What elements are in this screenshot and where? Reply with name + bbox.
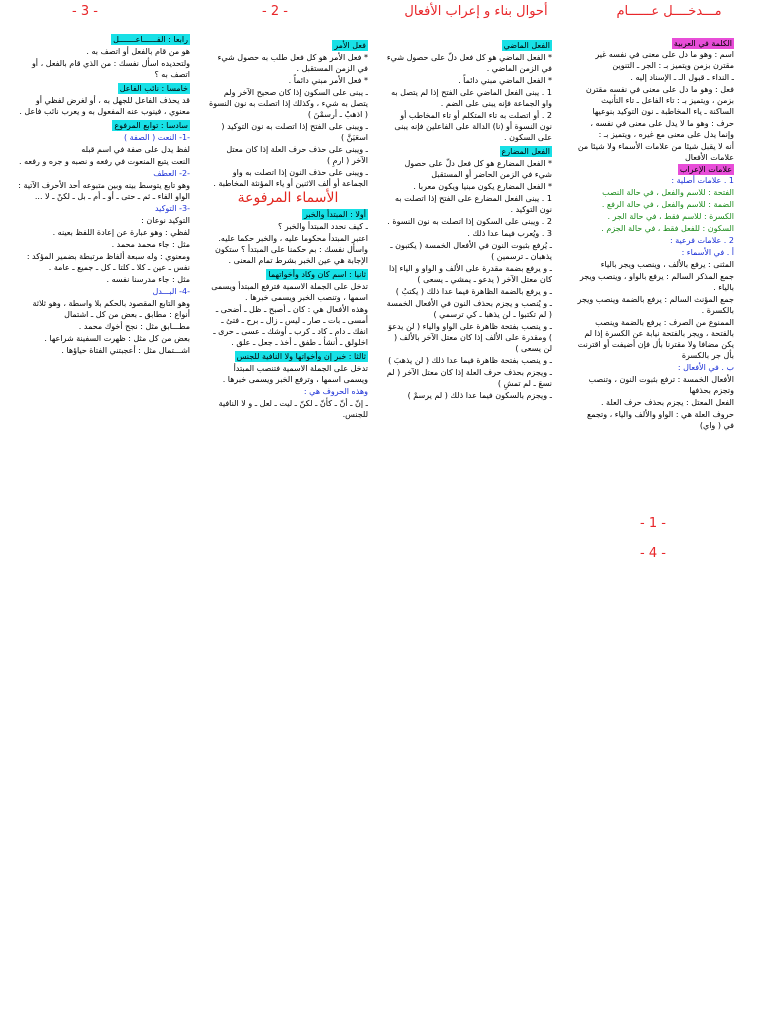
amr-line-4: ـ ويبنى على الفتح إذا اتصلت به نون التوكيد ( اسعَيَنَّ ) (221, 122, 368, 142)
mudari-line-7: ـ و يرفع بضمة مقدرة على الألف و الواو و الياء إذا كان معتل الآخر ( يدعو ـ يمشي ـ يسعى ) (388, 264, 552, 284)
tawkid-line-3: مثل : جاء محمد محمد . (111, 240, 190, 249)
sign-kasra: الكسرة : للاسم فقط ، في حالة الجر . (607, 212, 734, 221)
heading-naat: -1- النعت ( الصفة ) (123, 133, 190, 142)
heading-branch-signs: 2 . علامات فرعية : (669, 236, 734, 245)
sign-damma: الضمة : للاسم والفعل ، في حالة الرفع . (601, 200, 734, 209)
rule-jam-mudhakkar: جمع المذكر السالم : يرفع بالواو ، وينصب ويجر بالياء . (579, 272, 734, 292)
amr-line-2: * فعل الأمر مبني دائماً . (288, 76, 368, 85)
mudari-line-13: ـ ويجزم بالسكون فيما عدا ذلك ( لم يرسمْ ) (407, 391, 552, 400)
heading-tawkid: -3- التوكيد (154, 204, 190, 213)
page-number-3: - 3 - (72, 4, 98, 19)
def-verb: فعل : وهو ما دل على معنى في نفسه مقترن بزمن ، ويتميز بـ : تاء الفاعل ـ تاء التأنيث الساكنة ـ ياء المخاطبة ـ نون التوكيد بنوعيها (585, 85, 734, 116)
heading-amr: فعل الأمر (334, 41, 366, 50)
tawkid-line-5: مثل : جاء مدرسنا نفسه . (106, 275, 190, 284)
column-imperative-marfuat (208, 38, 368, 528)
heading-inna-la: ثالثا : خبر إن وأخواتها ولا النافية للجنس (236, 352, 366, 361)
madi-line-4: 2 . أو اتصلت به تاء المتكلم أو تاء المخاطب أو نون النسوة أو (نا) الدالة على الفاعلين فإنه يبنى على السكون . (394, 111, 552, 142)
badal-line-4: اشـــتمال مثل : أعجبتني الفتاة حياؤها . (61, 346, 190, 355)
heading-original-signs: 1 . علامات أصلية : (671, 176, 734, 185)
naat-line-1: لفظ يدل على صفة في اسم قبله (81, 145, 190, 154)
tawkid-line-1: التوكيد نوعان : (141, 216, 190, 225)
naat-line-2: النعت يتبع المنعوت في رفعه و نصبه و جره و رفعه . (18, 157, 190, 166)
mudari-line-9: ـ و يُنصب و يجزم بحذف النون في الأفعال الخمسة ( لم تكتبوا ـ لن يذهبا ـ كي ترسمي ) (386, 299, 552, 319)
heading-signs: علامات الإعراب (679, 165, 732, 174)
tawkid-line-4: ومعنوي : وله سبعة ألفاظ مرتبطة بضمير المؤكد : نفس ـ عين ـ كلا ـ كلتا ـ كل ـ جميع ـ عامة . (26, 252, 190, 272)
mudari-line-3: 1 . يبنى الفعل المضارع على الفتح إذا اتصلت به نون التوكيد . (395, 194, 552, 214)
amr-line-3: ـ يبنى على السكون إذا كان صحيح الآخر ولم يتصل به شيء ، وكذلك إذا اتصلت به نون النسوة ( اذهبْ ـ أرسمْنَ ) (209, 88, 368, 119)
def-particle-cont: أنه لا يقبل شيئا من علامات الأسماء ولا شيئا من علامات الأفعال (577, 142, 734, 162)
page-number-4: - 4 - (640, 546, 666, 561)
def-particle: حرف : وهو ما لا يدل على معنى في نفسه ، وإنما يدل على معنى مع غيره ، ويتميز بـ : (590, 119, 734, 139)
mubtada-line-1: ـ كيف نحدد المبتدأ والخبر ؟ (277, 222, 368, 231)
rule-mutal: الفعل المعتل : يجزم بحذف حرف العلة . (600, 398, 734, 407)
sign-sukun: السكون : للفعل فقط ، في حالة الجزم . (601, 224, 734, 233)
heading-naib: خامسا : نائب الفاعل (119, 84, 188, 93)
la-line-2: وهذه الحروف هي : (303, 387, 368, 396)
badal-line-1: وهو التابع المقصود بالحكم بلا واسطة ، وهو ثلاثة أنواع : مطابق ـ بعض من كل ـ اشتمال (32, 299, 190, 319)
fail-line-2: ولتحديده اسأل نفسك : من الذي قام بالفعل ، أو اتصف به ؟ (31, 59, 190, 79)
heading-word-in-arabic: الكلمة في العربية (673, 39, 732, 48)
amr-line-1: * فعل الأمر هو كل فعل طلب به حصول شيء في الزمن المستقبل . (217, 53, 368, 73)
heading-madi: الفعل الماضي (503, 41, 550, 50)
heading-in-verbs: ب . في الأفعال : (677, 363, 734, 372)
rule-af-khamsa: الأفعال الخمسة : ترفع بثبوت النون ، وتنصب وتجزم بحذفها (588, 375, 734, 395)
mudari-line-10: ـ و ينصب بفتحة ظاهرة على الواو والياء ( لن يدعوَ ) ومقدرة على الألف إذا كان معتل الآخر بالألف ( لن يسعى ) (388, 322, 552, 353)
badal-line-3: بعض من كل مثل : ظهرت السفينة شراعها . (44, 334, 190, 343)
title-marfuat: الأسماء المرفوعة (237, 190, 339, 206)
column-intro (574, 38, 734, 598)
mudari-line-2: * الفعل المضارع يكون مبنيا ويكون معربا . (413, 182, 552, 191)
heading-kana: ثانيا : اسم كان وكاد وأخواتهما (268, 270, 366, 279)
la-line-3: ـ إنّ ـ أنّ ـ كأنّ ـ لكنّ ـ ليت ـ لعل ـ و لا النافية للجنس. (218, 399, 368, 419)
sign-fatha: الفتحة : للاسم والفعل ، في حالة النصب (602, 188, 734, 197)
kana-line-2: وهذه الأفعال هي : كان ـ أصبح ـ ظل ـ أضحى ـ أمسى ـ بات ـ صار ـ ليس ـ زال ـ برح ـ فتئ ـ انفك ـ دام ـ كاد ـ كرب ـ أوشك ـ عسى ـ حرى ـ اخلولق ـ أنشأ ـ طفق ـ أخذ ـ جعل ـ علق . (213, 305, 368, 347)
heading-atf: -2- العطف (153, 169, 190, 178)
page-title-intro: مـــدخــــل عــــــام (616, 4, 722, 19)
rule-jam-muannath: جمع المؤنث السالم : يرفع بالضمة وينصب ويجر بالكسرة . (577, 295, 734, 315)
kana-line-1: تدخل على الجملة الاسمية فترفع المبتدأ ويسمى اسمها ، وتنصب الخبر ويسمى خبرها . (211, 282, 368, 302)
rule-mamnu: الممنوع من الصرف : يرفع بالضمة وينصب بالفتحة ، ويجر بالفتحة نيابة عن الكسرة إذا لم يكن مضافا ولا مقترنا بأل فإن أضيفت أو اقترنت بأل جر بالكسرة (577, 318, 734, 360)
mudari-line-4: 2 . ويبنى على السكون إذا اتصلت به نون النسوة . (387, 217, 552, 226)
madi-line-2: * الفعل الماضي مبني دائماً . (458, 76, 552, 85)
column-fail-tawabi (18, 32, 190, 492)
mudari-line-1: * الفعل المضارع هو كل فعل دلّ على حصول شيء في الزمن الحاضر أو المستقبل (404, 159, 552, 179)
tawkid-line-2: لفظي : وهو عبارة عن إعادة اللفظ بعينه . (52, 228, 190, 237)
heading-fail: رابعا : الفــــــاعـــــــل (113, 35, 188, 44)
naib-line-1: قد يحذف الفاعل للجهل به ، أو لغرض لفظي أو معنوي ، فينوب عنه المفعول به و يعرب نائب فاعل . (19, 96, 190, 116)
amr-line-6: ـ ويبنى على حذف النون إذا اتصلت به واو الجماعة أو ألف الاثنين أو ياء المؤنثة المخاطبة . (213, 168, 368, 188)
madi-line-1: * الفعل الماضي هو كل فعل دلّ على حصول شيء في الزمن الماضي . (386, 53, 552, 73)
heading-tawabi: سادسا : توابع المرفوع (114, 121, 188, 130)
page-number-2: - 2 - (262, 4, 288, 19)
heading-mubtada: أولا : المبتدأ والخبر (303, 210, 366, 219)
atf-line-1: وهو تابع يتوسط بينه وبين متبوعه أحد الأحرف الآتية : الواو الفاء ـ ثم ـ حتى ـ أو ـ أم ـ بل ـ لكنْ ـ لا ... (18, 181, 190, 201)
mudari-line-11: ـ و ينصب بفتحة ظاهرة فيما عدا ذلك ( لن يذهبَ ) (388, 356, 552, 365)
madi-line-3: 1 . يبنى الفعل الماضي على الفتح إذا لم يتصل به واو الجماعة فإنه يبنى على الضم . (391, 88, 552, 108)
column-verbs (386, 38, 552, 498)
page-number-1: - 1 - (640, 516, 666, 531)
heading-mudari: الفعل المضارع (501, 147, 550, 156)
def-noun-cont: ـ النداء ـ قبول الـ ـ الإسناد إليه . (630, 73, 734, 82)
mudari-line-12: ـ ويجزم بحذف حرف العلة إذا كان معتل الآخر ( لم نسعَ ـ لم تمشِ ) (386, 368, 552, 388)
fail-line-1: هو من قام بالفعل أو اتصف به . (86, 47, 190, 56)
rule-muthanna: المثنى : يرفع بالألف ، وينصب ويجر بالياء (600, 260, 734, 269)
rule-illa: حروف العلة هي : الواو والألف والياء ، وتجمع في ( واي) (587, 410, 734, 430)
def-noun: اسم : وهو ما دل على معنى في نفسه غير مقترن بزمن ويتميز بـ : الجر ـ التنوين (595, 50, 734, 70)
page-title-verbs: أحوال بناء و إعراب الأفعال (404, 4, 548, 19)
mudari-line-5: 3 . ويُعرب فيما عدا ذلك . (467, 229, 552, 238)
badal-line-2: مطـــابق مثل : نجح أخوك محمد . (78, 322, 190, 331)
amr-line-5: ـ ويبنى على حذف حرف العلة إذا كان معتل الآخر ( ارمِ ) (226, 145, 368, 165)
heading-in-names: أ . في الأسماء : (681, 248, 734, 257)
mudari-line-8: ـ و يرفع بالضمة الظاهرة فيما عدا ذلك ( يكتبُ ) (395, 287, 552, 296)
la-line-1: تدخل على الجملة الاسمية فتنصب المبتدأ ويسمى اسمها ، وترفع الخبر ويسمى خبرها . (222, 364, 368, 384)
mudari-line-6: ـ يُرفع بثبوت النون في الأفعال الخمسة ( يكتبون ـ يذهبان ـ ترسمين ) (390, 241, 552, 261)
mubtada-line-2: اعتبر المبتدأ محكوما عليه ، والخبر حكما عليه. واسأل نفسك : بم حكمنا على المبتدأ ؟ ستكون الإجابة هي عين الخبر بشرط تمام المعنى . (214, 234, 368, 265)
heading-badal: -4- البـــدل (152, 287, 190, 296)
